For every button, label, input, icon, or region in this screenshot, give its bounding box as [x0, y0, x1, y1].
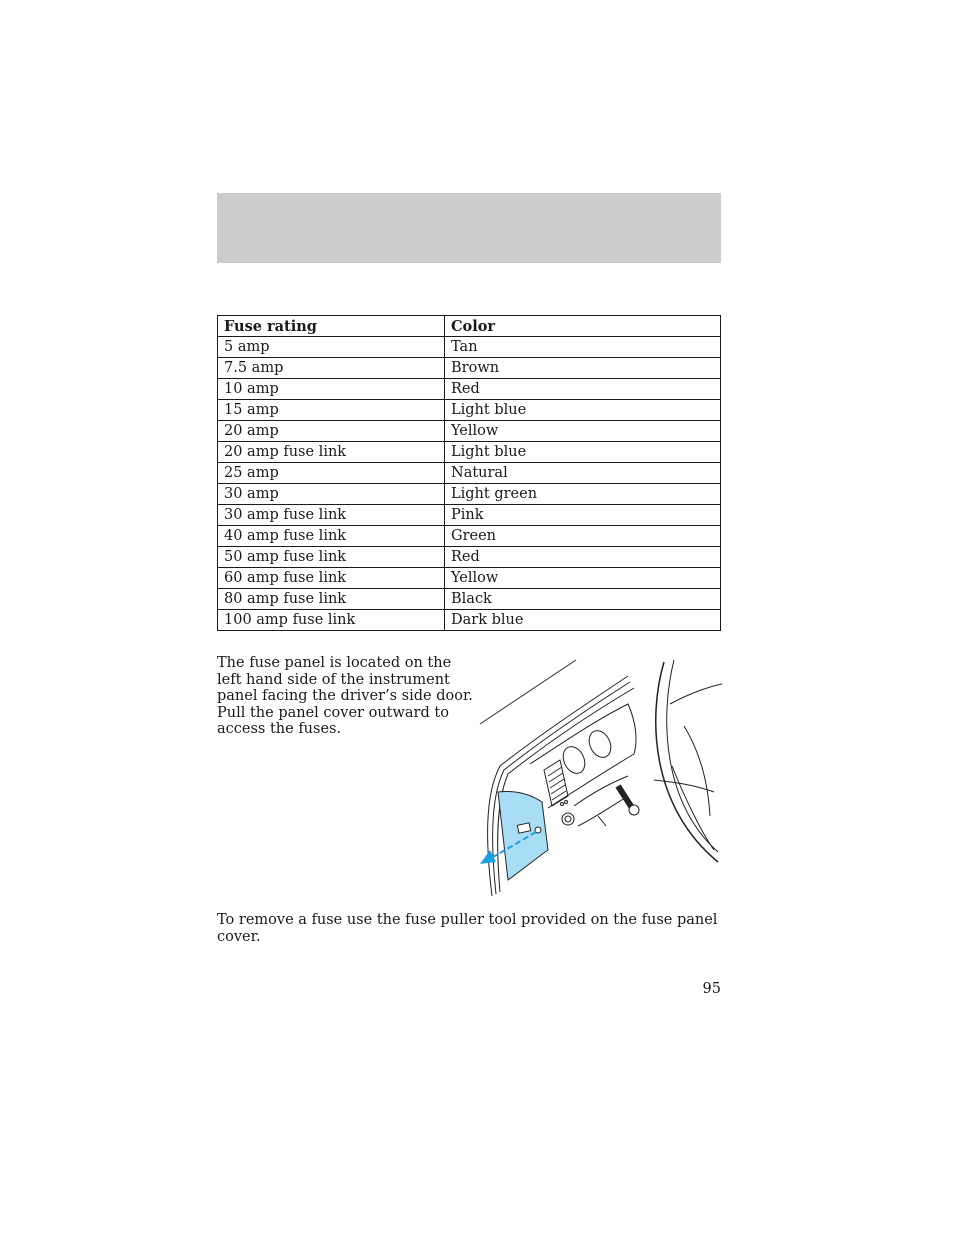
- table-row: [218, 358, 721, 379]
- table-row: [218, 505, 721, 526]
- column-header-fuse-rating: Fuse rating: [218, 316, 445, 337]
- table-row: [218, 610, 721, 631]
- fuse-removal-text: To remove a fuse use the fuse puller tool provided on the fuse panel cover.: [217, 912, 718, 945]
- color-cell: Light blue: [445, 400, 721, 421]
- color-cell: Green: [445, 526, 721, 547]
- fuse-rating-cell: 30 amp fuse link: [218, 505, 445, 526]
- fuse-rating-cell: 80 amp fuse link: [218, 589, 445, 610]
- table-row: [218, 589, 721, 610]
- fuse-rating-cell: 7.5 amp: [218, 358, 445, 379]
- table-row: [218, 379, 721, 400]
- color-cell: Yellow: [445, 421, 721, 442]
- fuse-rating-cell: 40 amp fuse link: [218, 526, 445, 547]
- fuse-rating-cell: 100 amp fuse link: [218, 610, 445, 631]
- color-cell: Dark blue: [445, 610, 721, 631]
- fuse-rating-cell: 20 amp: [218, 421, 445, 442]
- table-row: [218, 421, 721, 442]
- color-cell: Brown: [445, 358, 721, 379]
- table-row: [218, 463, 721, 484]
- table-row: [218, 400, 721, 421]
- color-cell: Light green: [445, 484, 721, 505]
- color-cell: Yellow: [445, 568, 721, 589]
- fuse-rating-cell: 50 amp fuse link: [218, 547, 445, 568]
- section-header-band: [217, 193, 721, 263]
- table-row: [218, 547, 721, 568]
- color-cell: Pink: [445, 505, 721, 526]
- color-cell: Light blue: [445, 442, 721, 463]
- fuse-panel-location-text: The fuse panel is located on the left hand side of the instrument panel facing the driver’s side door. Pull the panel cover outward to access the fuses.: [217, 655, 473, 737]
- table-header-row: [218, 316, 721, 337]
- air-vent: [544, 760, 568, 806]
- fuse-panel-cover: [498, 791, 548, 880]
- color-cell: Black: [445, 589, 721, 610]
- table-row: [218, 337, 721, 358]
- steering-wheel-rim: [656, 662, 718, 862]
- fuse-rating-cell: 5 amp: [218, 337, 445, 358]
- dash-top-edge-line: [480, 660, 576, 724]
- gauge-left: [559, 743, 589, 777]
- page-number: 95: [702, 981, 721, 997]
- fuse-rating-cell: 60 amp fuse link: [218, 568, 445, 589]
- fuse-rating-cell: 25 amp: [218, 463, 445, 484]
- column-header-color: Color: [445, 316, 721, 337]
- table-row: [218, 484, 721, 505]
- fuse-rating-color-table: [217, 315, 721, 631]
- color-cell: Natural: [445, 463, 721, 484]
- fuse-rating-cell: 15 amp: [218, 400, 445, 421]
- fuse-rating-cell: 20 amp fuse link: [218, 442, 445, 463]
- table-row: [218, 526, 721, 547]
- headlamp-switch-knob: [562, 813, 574, 825]
- table-row: [218, 442, 721, 463]
- fuse-rating-cell: 30 amp: [218, 484, 445, 505]
- gauge-right: [585, 727, 615, 761]
- instrument-panel-illustration: [478, 656, 722, 900]
- color-cell: Red: [445, 379, 721, 400]
- fuse-rating-cell: 10 amp: [218, 379, 445, 400]
- color-cell: Red: [445, 547, 721, 568]
- color-cell: Tan: [445, 337, 721, 358]
- table-row: [218, 568, 721, 589]
